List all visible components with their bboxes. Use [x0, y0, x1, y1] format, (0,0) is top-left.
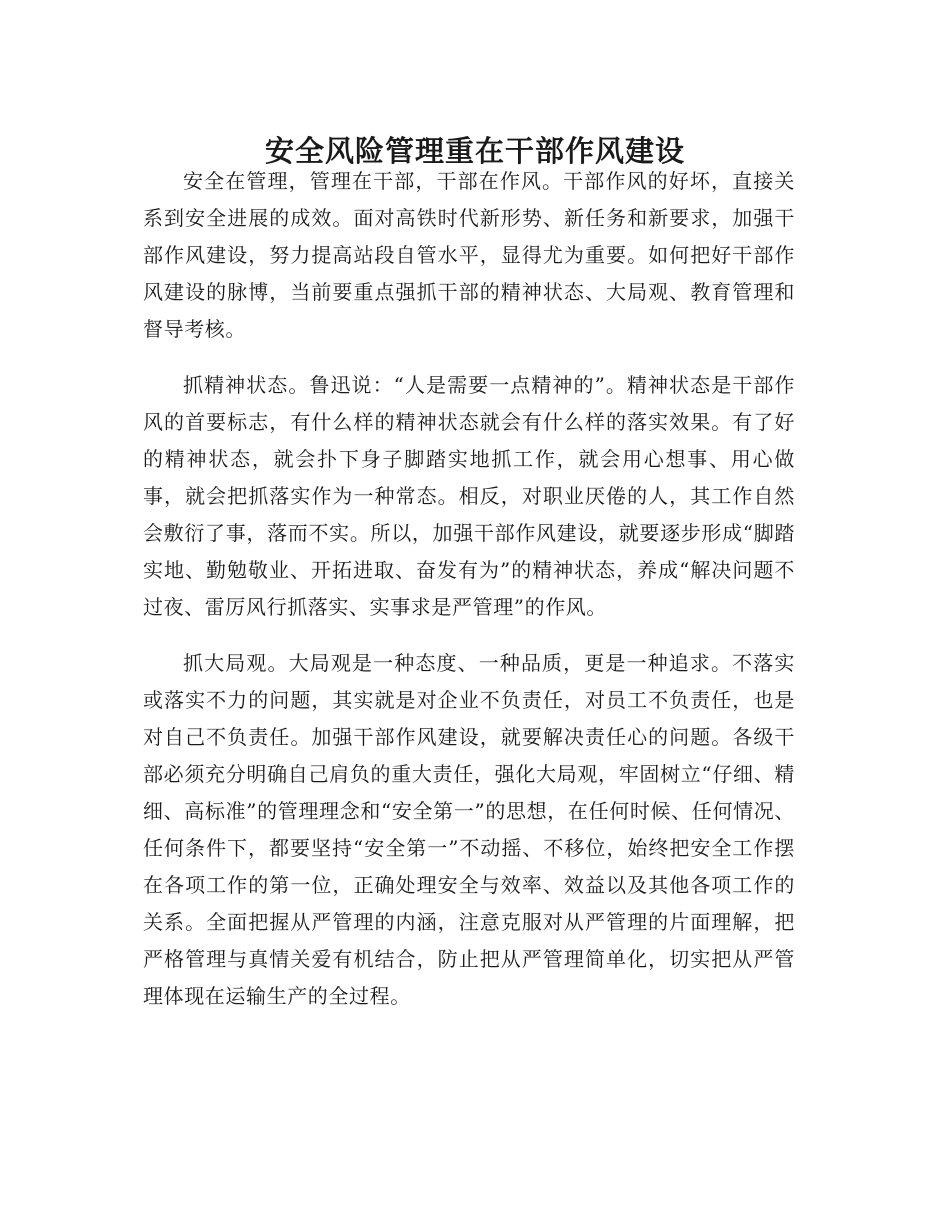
paragraph-intro: 安全在管理，管理在干部，干部在作风。干部作风的好坏，直接关系到安全进展的成效。面对高铁时代新形势、新任务和新要求，加强干部作风建设，努力提高站段自管水平，显得尤为重要。如何把好干部作风建设的脉博，当前要重点强抓干部的精神状态、大局观、教育管理和督导考核。 [143, 169, 795, 341]
paragraph-spirit: 抓精神状态。鲁迅说：“人是需要一点精神的”。精神状态是干部作风的首要标志，有什么样的精神状态就会有什么样的落实效果。有了好的精神状态，就会扑下身子脚踏实地抓工作，就会用心想事、用心做事，就会把抓落实作为一种常态。相反，对职业厌倦的人，其工作自然会敷衍了事，落而不实。所以，加强干部作风建设，就要逐步形成“脚踏实地、勤勉敬业、开拓进取、奋发有为”的精神状态，养成“解决问题不过夜、雷厉风行抓落实、实事求是严管理”的作风。 [143, 373, 795, 619]
document-title: 安全风险管理重在干部作风建设 [264, 134, 685, 169]
paragraph-overall-view: 抓大局观。大局观是一种态度、一种品质，更是一种追求。不落实或落实不力的问题，其实就是对企业不负责任，对员工不负责任，也是对自己不负责任。加强干部作风建设，就要解决责任心的问题。各级干部必须充分明确自己肩负的重大责任，强化大局观，牢固树立“仔细、精细、高标准”的管理理念和“安全第一”的思想，在任何时候、任何情况、任何条件下，都要坚持“安全第一”不动摇、不移位，始终把安全工作摆在各项工作的第一位，正确处理安全与效率、效益以及其他各项工作的关系。全面把握从严管理的内涵，注意克服对从严管理的片面理解，把严格管理与真情关爱有机结合，防止把从严管理简单化，切实把从严管理体现在运输生产的全过程。 [143, 651, 795, 1008]
document-body [143, 163, 795, 1034]
